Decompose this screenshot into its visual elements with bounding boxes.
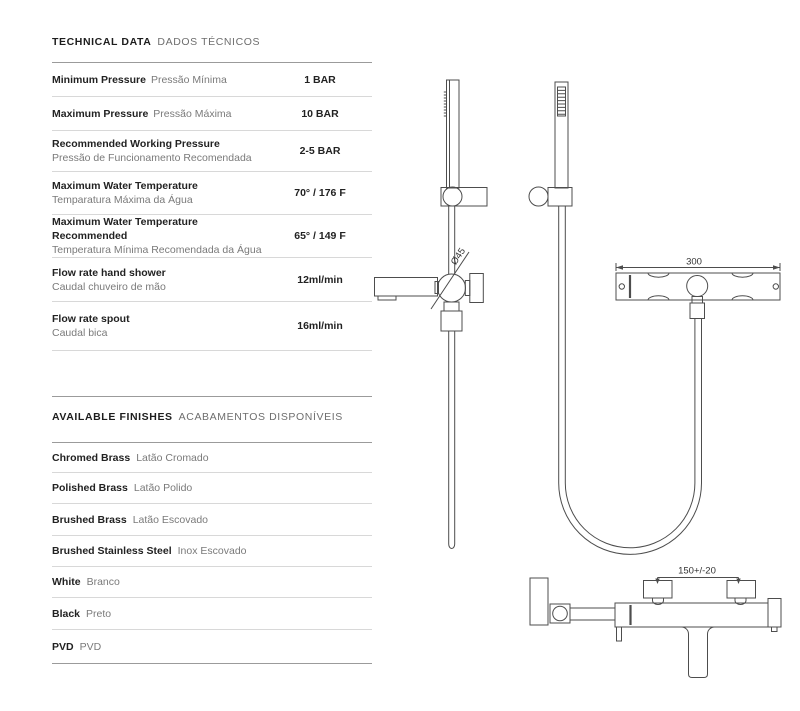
finish-row [52,598,372,630]
hand-shower-front [555,82,568,188]
finish-pt: Preto [86,607,112,620]
finish-en: PVD [52,640,74,653]
spout-plan [682,627,715,678]
finish-en: Black [52,607,81,620]
plan-view-drawing [530,566,781,678]
row-value: 2-5 BAR [299,145,341,157]
row-label-pt: Temperatura Mínima Recomendada da Água [52,244,262,256]
row-label-en: Maximum Water Temperature Recommended [52,216,198,242]
row-value: 10 BAR [301,107,339,120]
bar-valve-plan [615,599,781,678]
table-row [52,131,372,172]
wall-flanges [644,581,756,605]
valve-diameter-label: Ø45 [448,246,469,268]
finish-en: Brushed Stainless Steel [52,545,172,557]
table-row [52,172,372,215]
hose-u-curve [559,206,702,554]
row-value: 16ml/min [297,320,343,332]
table-row [52,97,372,131]
row-label-pt: Caudal bica [52,327,108,339]
available-finishes-title-pt: ACABAMENTOS DISPONÍVEIS [178,411,343,423]
finish-pt: Inox Escovado [177,545,247,557]
technical-data-title-pt: DADOS TÉCNICOS [157,36,261,48]
row-label-pt: Caudal chuveiro de mão [52,280,166,293]
row-label-en: Maximum Water Temperature [52,180,198,192]
row-label-pt: Temparatura Máxima da Água [52,194,193,206]
finish-row [52,536,372,567]
finish-pt: Latão Escovado [132,513,209,526]
row-label-pt: Pressão Máxima [153,108,232,120]
finish-pt: Branco [86,576,120,588]
row-value: 65° / 149 F [294,230,346,242]
wall-distance-dimension [655,566,740,585]
shower-holder-front [529,187,572,206]
row-label-en: Flow rate hand shower [52,266,166,279]
technical-data-title [52,30,372,63]
row-label-pt: Pressão Mínima [150,74,227,86]
finish-en: White [52,576,81,588]
shower-holder-side [441,187,487,206]
technical-drawings [370,60,800,711]
finish-pt: Latão Polido [133,482,193,494]
row-value: 70° / 176 F [294,187,346,199]
finish-en: Chromed Brass [52,451,131,464]
row-label-en: Minimum Pressure [52,74,146,86]
finish-pt: Latão Cromado [136,451,209,464]
shower-holder-plan [530,578,615,625]
finish-row [52,443,372,473]
specs-column [52,30,372,664]
available-finishes-title-en: AVAILABLE FINISHES [52,411,173,423]
bar-valve-front [616,257,780,319]
finish-row [52,567,372,598]
technical-data-table [52,63,372,397]
row-label-en: Flow rate spout [52,313,130,325]
technical-data-title-en: TECHNICAL DATA [52,36,152,48]
front-view-drawing [529,82,780,554]
finish-en: Brushed Brass [52,513,127,526]
table-row [52,302,372,351]
bar-width-label: 300 [686,256,702,268]
side-view-drawing [375,80,488,549]
table-row [52,258,372,302]
row-label-pt: Pressão de Funcionamento Recomendada [52,152,252,164]
finish-row [52,504,372,536]
table-row [52,63,372,97]
available-finishes-title [52,397,372,443]
hand-shower-side [444,80,459,188]
table-spacer-row [52,351,372,397]
finish-row [52,473,372,504]
row-label-en: Recommended Working Pressure [52,138,220,150]
finish-en: Polished Brass [52,482,128,494]
finish-pt: PVD [79,640,102,653]
finish-row [52,630,372,664]
available-finishes-table [52,443,372,664]
valve-body-side [375,274,484,332]
table-row [52,215,372,258]
row-value: 12ml/min [297,273,343,286]
row-label-en: Maximum Pressure [52,108,149,120]
wall-distance-label: 150+/-20 [678,565,716,577]
row-value: 1 BAR [304,73,336,86]
hose-side [449,331,455,549]
